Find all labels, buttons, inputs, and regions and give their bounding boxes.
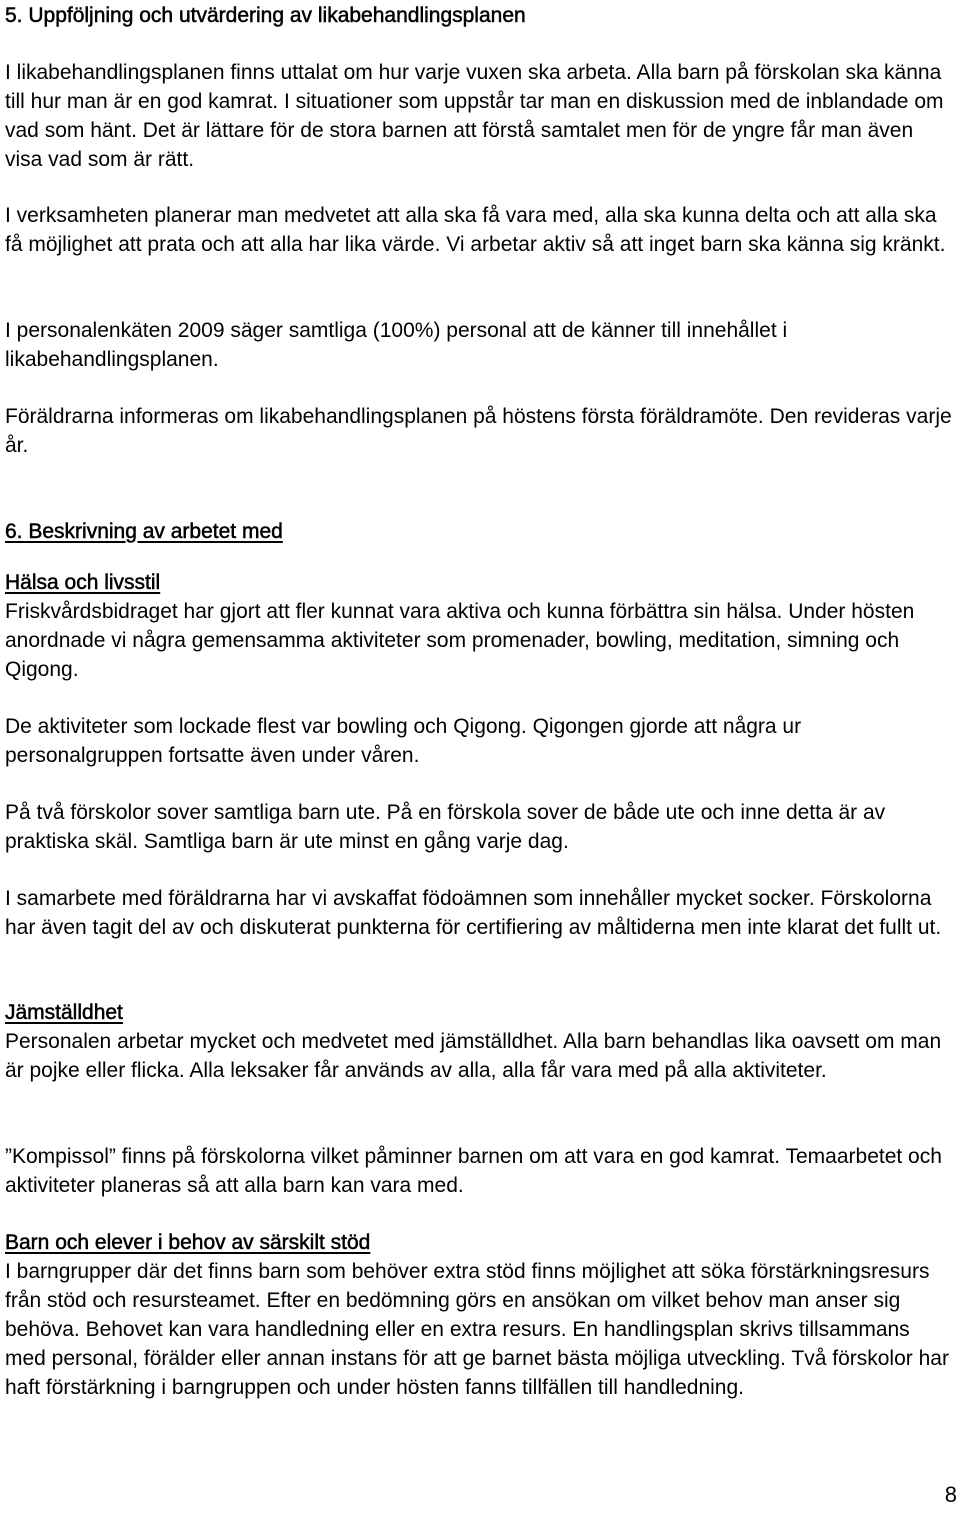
- section-5-paragraph-2: I verksamheten planerar man medvetet att alla ska få vara med, alla ska kunna delta och att alla ska få möjlighet att prata och att alla har lika värde. Vi arbetar aktiv så att inget barn ska känna sig kränkt.: [5, 204, 946, 256]
- jamstalldhet-paragraph-1: Personalen arbetar mycket och medvetet med jämställdhet. Alla barn behandlas lika oavsett om man är pojke eller flicka. Alla leksaker får används av alla, alla får vara med på alla aktiviteter.: [5, 1030, 942, 1082]
- halsa-paragraph-3: På två förskolor sover samtliga barn ute. På en förskola sover de både ute och inne detta är av praktiska skäl. Samtliga barn är ute minst en gång varje dag.: [5, 801, 886, 853]
- stod-paragraph-1: I barngrupper där det finns barn som behöver extra stöd finns möjlighet att söka förstärkningsresurs från stöd och resursteamet. Efter en bedömning görs en ansökan om vilket behov man anser sig behöva. Behovet kan vara handledning eller en extra resurs. En handlingsplan skrivs tillsammans med personal, förälder eller annan instans för att ge barnet bästa möjliga utveckling. Två förskolor har haft förstärkning i barngruppen och under hösten fanns tillfällen till handledning.: [5, 1260, 949, 1399]
- halsa-paragraph-2: De aktiviteter som lockade flest var bowling och Qigong. Qigongen gjorde att några ur personalgruppen fortsatte även under våren.: [5, 715, 802, 767]
- halsa-paragraph-4: I samarbete med föräldrarna har vi avskaffat födoämnen som innehåller mycket socker. Förskolorna har även tagit del av och diskuterat punkterna för certifiering av måltiderna men inte klarat det fullt ut.: [5, 887, 942, 939]
- jamstalldhet-heading: Jämställdhet: [5, 1001, 123, 1024]
- jamstalldhet-paragraph-2: ”Kompissol” finns på förskolorna vilket påminner barnen om att vara en god kamrat. Temaarbetet och aktiviteter planeras så att alla barn kan vara med.: [5, 1145, 942, 1197]
- stod-heading: Barn och elever i behov av särskilt stöd: [5, 1231, 371, 1254]
- page-number: 8: [944, 1482, 957, 1507]
- section-5-paragraph-4: Föräldrarna informeras om likabehandlingsplanen på höstens första föräldramöte. Den revideras varje år.: [5, 405, 952, 457]
- section-5-paragraph-1: I likabehandlingsplanen finns uttalat om hur varje vuxen ska arbeta. Alla barn på förskolan ska känna till hur man är en god kamrat. I situationer som uppstår tar man en diskussion med de inblandade om vad som hänt. Det är lättare för de stora barnen att förstå samtalet men för de yngre får man även visa vad som är rätt.: [5, 61, 944, 171]
- section-6-title: 6. Beskrivning av arbetet med: [5, 520, 283, 543]
- halsa-heading: Hälsa och livsstil: [5, 571, 161, 594]
- section-5-title: 5. Uppföljning och utvärdering av likabehandlingsplanen: [5, 4, 526, 27]
- section-5-paragraph-3: I personalenkäten 2009 säger samtliga (100%) personal att de känner till innehållet i likabehandlingsplanen.: [5, 319, 788, 371]
- halsa-paragraph-1: Friskvårdsbidraget har gjort att fler kunnat vara aktiva och kunna förbättra sin hälsa. Under hösten anordnade vi några gemensamma aktiviteter som promenader, bowling, meditation, simning och Qigong.: [5, 600, 915, 681]
